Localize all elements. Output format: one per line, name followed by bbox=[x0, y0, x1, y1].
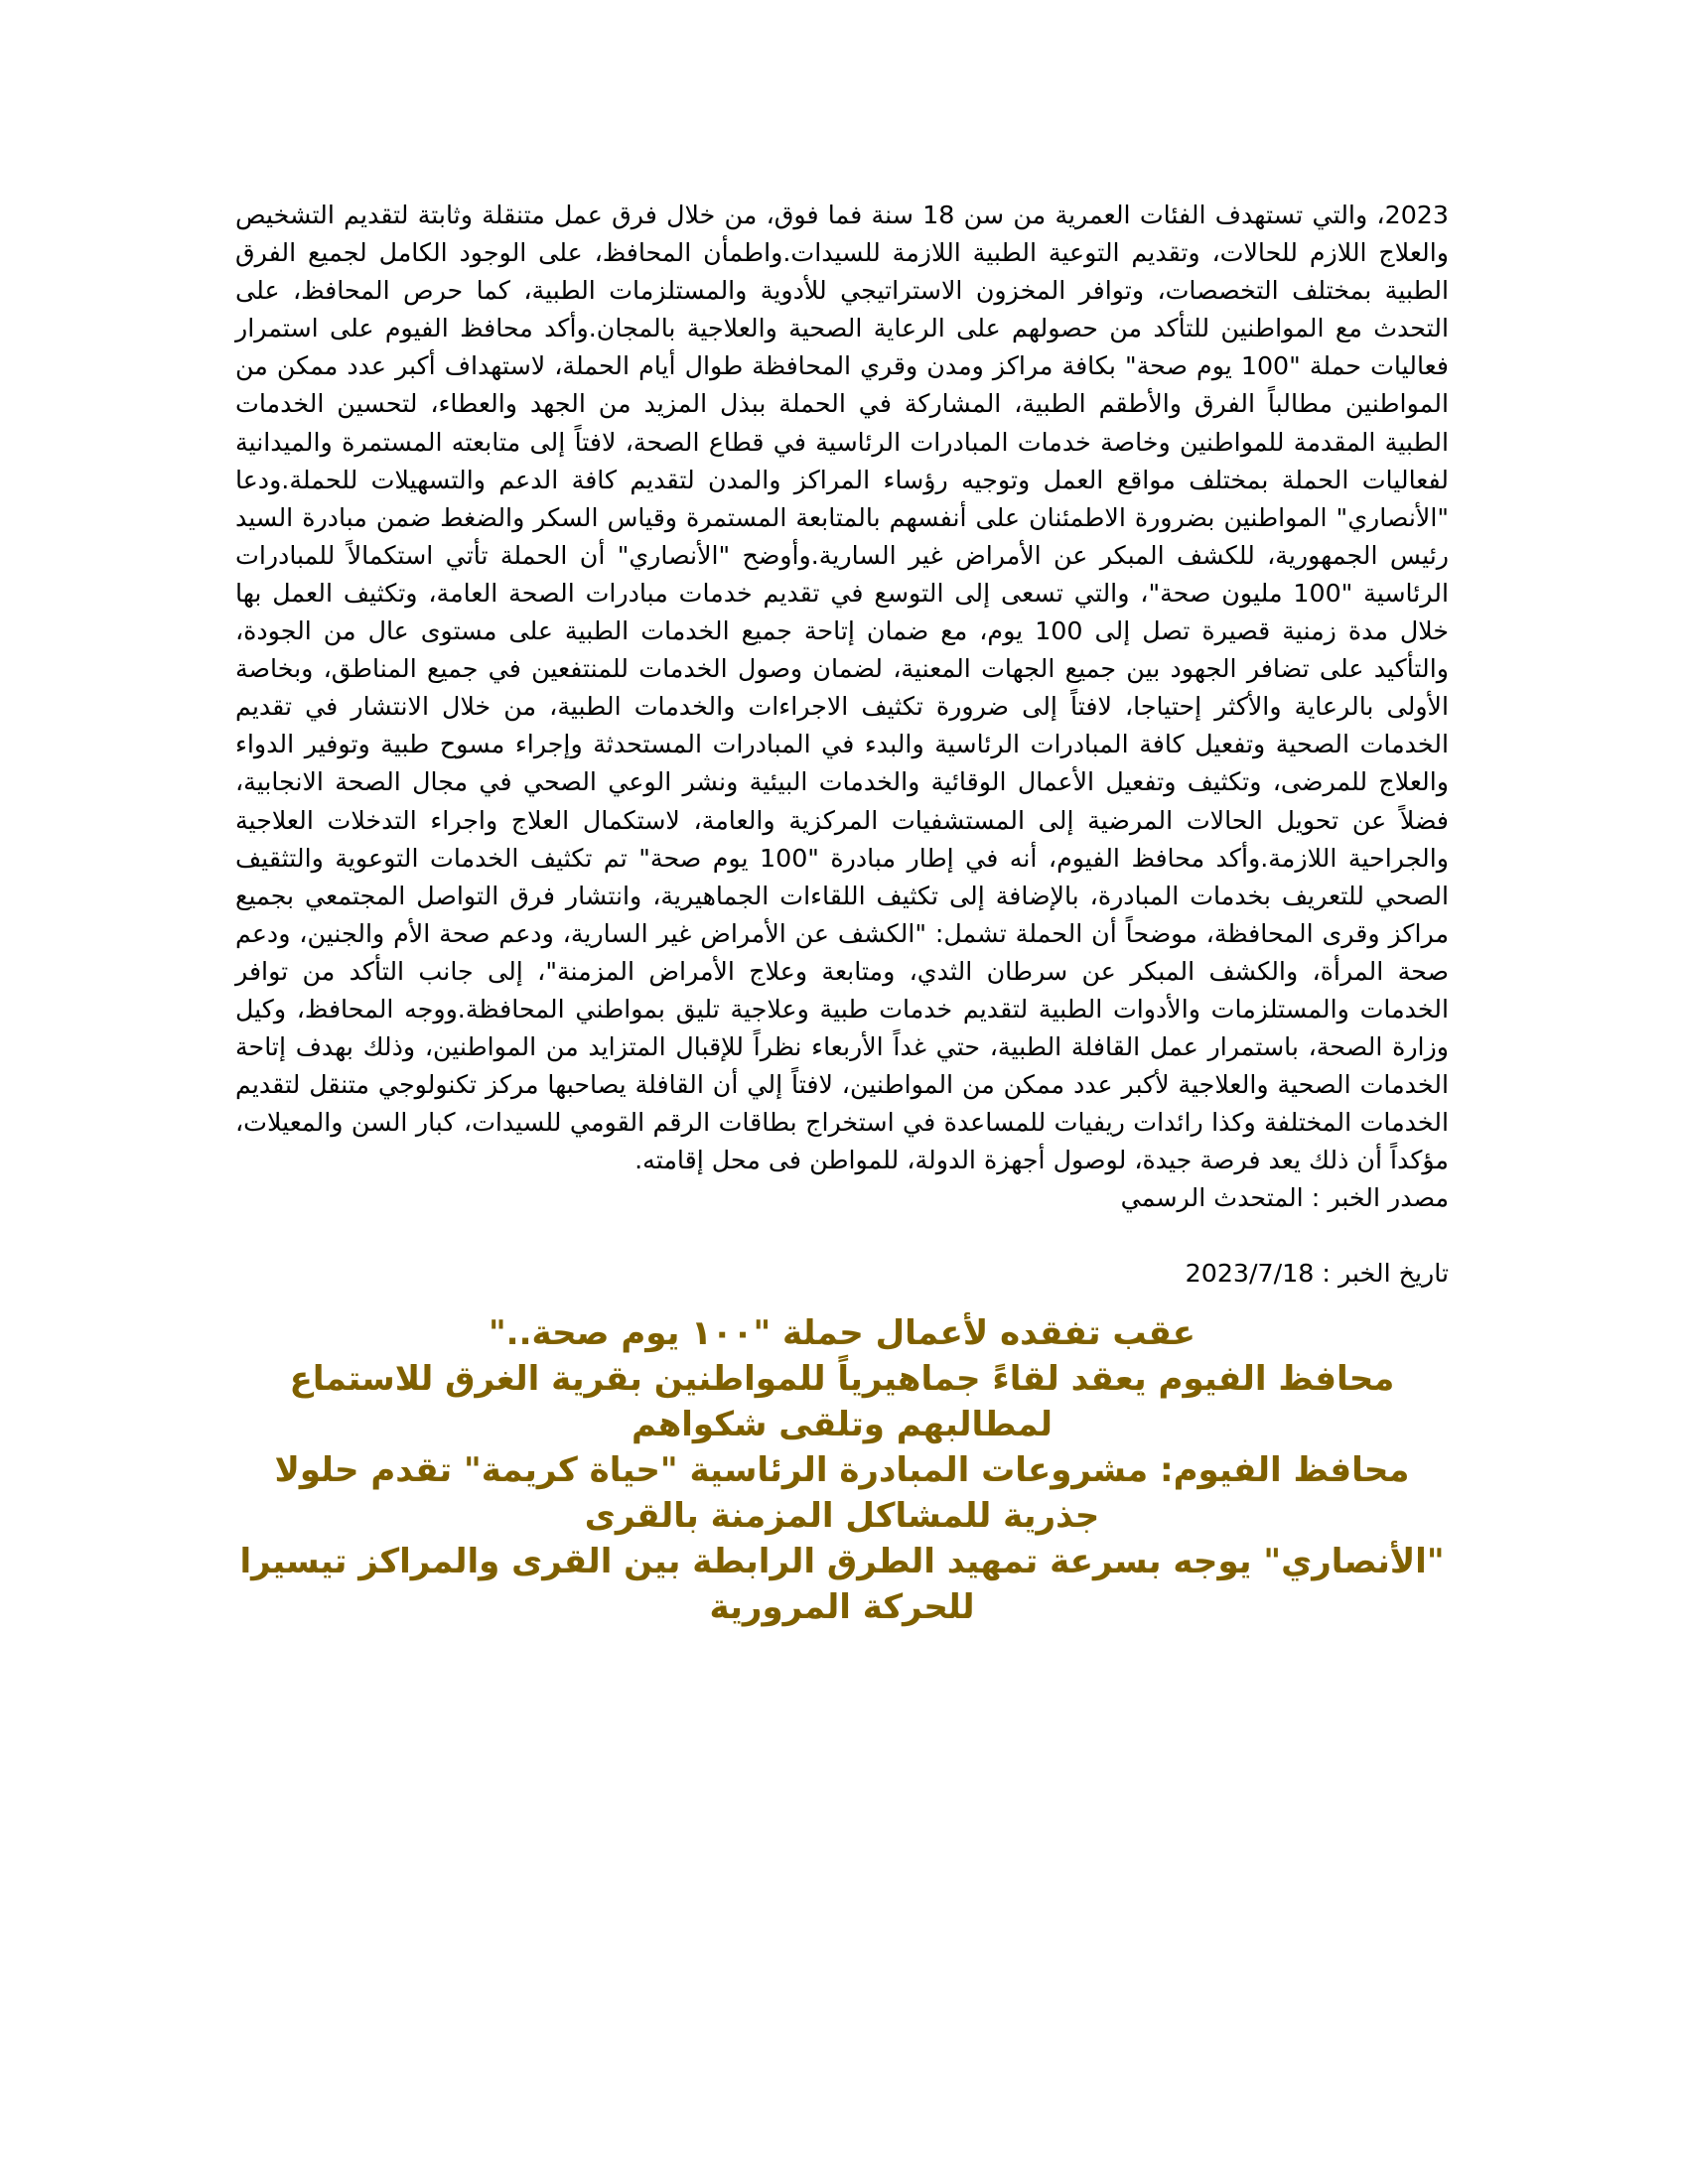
article-body: 2023، والتي تستهدف الفئات العمرية من سن 18 سنة فما فوق، من خلال فرق عمل متنقلة وثابتة لتقديم التشخيص والعلاج اللازم للحالات، وتقديم التوعية الطبية اللازمة للسيدات.واطمأن المحافظ، على الوجود الكامل لجميع الفرق الطبية بمختلف التخصصات، وتوافر المخزون الاستراتيجي للأدوية والمستلزمات الطبية، كما حرص المحافظ، على التحدث مع المواطنين للتأكد من حصولهم على الرعاية الصحية والعلاجية بالمجان.وأكد محافظ الفيوم على استمرار فعاليات حملة "100 يوم صحة" بكافة مراكز ومدن وقري المحافظة طوال أيام الحملة، لاستهداف أكبر عدد ممكن من المواطنين مطالباً الفرق والأطقم الطبية، المشاركة في الحملة ببذل المزيد من الجهد والعطاء، لتحسين الخدمات الطبية المقدمة للمواطنين وخاصة خدمات المبادرات الرئاسية في قطاع الصحة، لافتاً إلى متابعته المستمرة والميدانية لفعاليات الحملة بمختلف مواقع العمل وتوجيه رؤساء المراكز والمدن لتقديم كافة الدعم والتسهيلات للحملة.ودعا "الأنصاري" المواطنين بضرورة الاطمئنان على أنفسهم بالمتابعة المستمرة وقياس السكر والضغط ضمن مبادرة السيد رئيس الجمهورية، للكشف المبكر عن الأمراض غير السارية.وأوضح "الأنصاري" أن الحملة تأتي استكمالاً للمبادرات الرئاسية "100 مليون صحة"، والتي تسعى إلى التوسع في تقديم خدمات مبادرات الصحة العامة، وتكثيف العمل بها خلال مدة زمنية قصيرة تصل إلى 100 يوم، مع ضمان إتاحة جميع الخدمات الطبية على مستوى عال من الجودة، والتأكيد على تضافر الجهود بين جميع الجهات المعنية، لضمان وصول الخدمات للمنتفعين في جميع المناطق، وبخاصة الأولى بالرعاية والأكثر إحتياجا، لافتاً إلى ضرورة تكثيف الاجراءات والخدمات الطبية، من خلال الانتشار في تقديم الخدمات الصحية وتفعيل كافة المبادرات الرئاسية والبدء في المبادرات المستحدثة وإجراء مسوح طبية وتوفير الدواء والعلاج للمرضى، وتكثيف وتفعيل الأعمال الوقائية والخدمات البيئية ونشر الوعي الصحي في مجال الصحة الانجابية، فضلاً عن تحويل الحالات المرضية إلى المستشفيات المركزية والعامة، لاستكمال العلاج واجراء التدخلات العلاجية والجراحية اللازمة.وأكد محافظ الفيوم، أنه في إطار مبادرة "100 يوم صحة" تم تكثيف الخدمات التوعوية والتثقيف الصحي للتعريف بخدمات المبادرة، بالإضافة إلى تكثيف اللقاءات الجماهيرية، وانتشار فرق التواصل المجتمعي بجميع مراكز وقرى المحافظة، موضحاً أن الحملة تشمل: "الكشف عن الأمراض غير السارية، ودعم صحة الأم والجنين، ودعم صحة المرأة، والكشف المبكر عن سرطان الثدي، ومتابعة وعلاج الأمراض المزمنة"، إلى جانب التأكد من توافر الخدمات والمستلزمات والأدوات الطبية لتقديم خدمات طبية وعلاجية تليق بمواطني المحافظة.ووجه المحافظ، وكيل وزارة الصحة، باستمرار عمل القافلة الطبية، حتي غداً الأربعاء نظراً للإقبال المتزايد من المواطنين، وذلك بهدف إتاحة الخدمات الصحية والعلاجية لأكبر عدد ممكن من المواطنين، لافتاً إلي أن القافلة يصاحبها مركز تكنولوجي متنقل لتقديم الخدمات المختلفة وكذا رائدات ريفيات للمساعدة في استخراج بطاقات الرقم القومي للسيدات، كبار السن والمعيلات، مؤكداً أن ذلك يعد فرصة جيدة، لوصول أجهزة الدولة، للمواطن فى محل إقامته. bbox=[235, 201, 1449, 1175]
document-page bbox=[235, 197, 1449, 1630]
headline-2: محافظ الفيوم يعقد لقاءً جماهيرياً للمواطنين بقرية الغرق للاستماع لمطالبهم وتلقى شكواهم bbox=[289, 1359, 1395, 1445]
headline-1: عقب تفقده لأعمال حملة "١٠٠ يوم صحة.." bbox=[488, 1313, 1196, 1354]
news-source: مصدر الخبر : المتحدث الرسمي bbox=[1120, 1183, 1449, 1213]
headlines-section bbox=[235, 1310, 1449, 1630]
news-date: تاريخ الخبر : 2023/7/18 bbox=[1185, 1259, 1449, 1289]
headline-3: محافظ الفيوم: مشروعات المبادرة الرئاسية "حياة كريمة" تقدم حلولا جذرية للمشاكل المزمنة بالقرى bbox=[274, 1450, 1410, 1537]
headline-4: "الأنصاري" يوجه بسرعة تمهيد الطرق الرابطة بين القرى والمراكز تيسيرا للحركة المرورية bbox=[239, 1542, 1445, 1628]
